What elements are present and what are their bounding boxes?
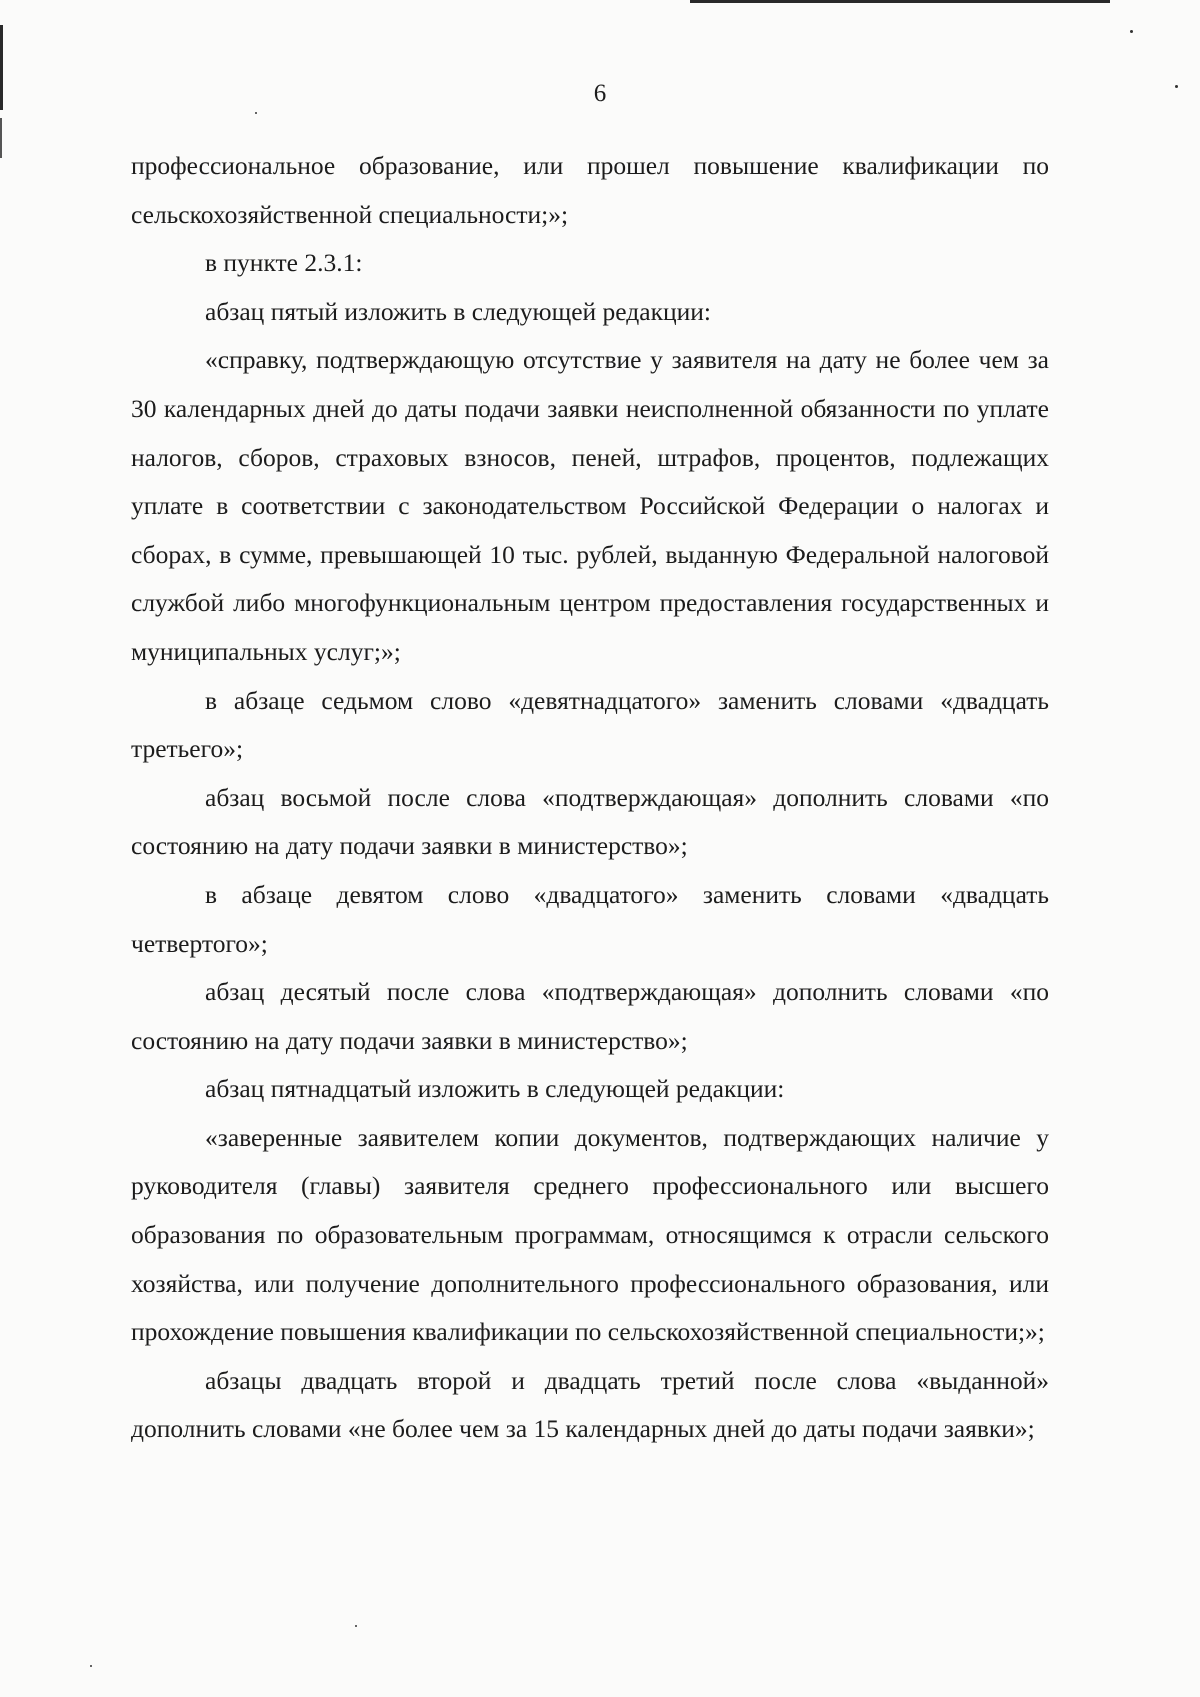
paragraph: «справку, подтверждающую отсутствие у заявителя на дату не более чем за 30 календарных дней до даты подачи заявки неисполненной обязанности по уплате налогов, сборов, страховых взносов, пеней, штрафов, процентов, подлежащих уплате в соответствии с законодательством Российской Федерации о налогах и сборах, в сумме, превышающей 10 тыс. рублей, выданную Федеральной налоговой службой либо многофункциональным центром предоставления государственных и муниципальных услуг;»;: [131, 345, 1049, 666]
scan-speck: [1130, 30, 1133, 33]
scan-top-rule: [690, 0, 1110, 3]
paragraph: абзацы двадцать второй и двадцать третий после слова «выданной» дополнить словами «не более чем за 15 календарных дней до даты подачи заявки»;: [131, 1365, 1049, 1444]
scan-speck: [255, 112, 257, 114]
paragraph: абзац пятнадцатый изложить в следующей редакции:: [205, 1074, 785, 1104]
scan-speck: [355, 1625, 357, 1627]
scan-speck: [90, 1665, 92, 1667]
paragraph: абзац десятый после слова «подтверждающая» дополнить словами «по состоянию на дату подачи заявки в министерство»;: [131, 977, 1049, 1055]
scan-left-edge-mark: [0, 118, 2, 158]
paragraph: в абзаце седьмом слово «девятнадцатого» заменить словами «двадцать третьего»;: [131, 685, 1049, 764]
page-number: 6: [593, 80, 607, 107]
paragraph: абзац пятый изложить в следующей редакции:: [205, 296, 711, 326]
paragraph: «заверенные заявителем копии документов, подтверждающих наличие у руководителя (главы) заявителя среднего профессионального или высшего образования по образовательным программам, относящимся к отрасли сельского хозяйства, или получение дополнительного профессионального образования, или прохождение повышения квалификации по сельскохозяйственной специальности;»;: [131, 1122, 1049, 1347]
paragraph: в пункте 2.3.1:: [205, 248, 363, 278]
paragraph: в абзаце девятом слово «двадцатого» заменить словами «двадцать четвертого»;: [131, 879, 1049, 958]
paragraph: профессиональное образование, или прошел повышение квалификации по сельскохозяйственной специальности;»;: [131, 151, 1049, 229]
document-body: [131, 142, 1049, 1454]
paragraph: абзац восьмой после слова «подтверждающая» дополнить словами «по состоянию на дату подачи заявки в министерство»;: [131, 782, 1049, 861]
